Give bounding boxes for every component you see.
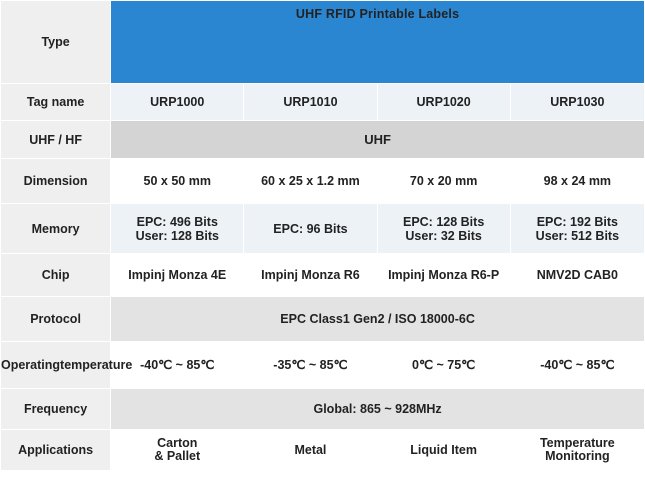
cell-chip-2: Impinj Monza R6	[244, 254, 377, 297]
row-label-tagname: Tag name	[1, 84, 111, 121]
cell-temp-4: -40℃ ~ 85℃	[510, 342, 644, 389]
table-row-protocol	[1, 297, 645, 342]
row-label-operating-temperature: Operatingtemperature	[1, 342, 111, 389]
cell-dimension-4: 98 x 24 mm	[510, 159, 644, 204]
cell-memory-1: EPC: 496 Bits User: 128 Bits	[111, 204, 244, 254]
cell-memory-2: EPC: 96 Bits	[244, 204, 377, 254]
cell-dimension-1: 50 x 50 mm	[111, 159, 244, 204]
table-row-applications	[1, 430, 645, 471]
row-label-dimension: Dimension	[1, 159, 111, 204]
cell-chip-3: Impinj Monza R6-P	[377, 254, 510, 297]
cell-application-2: Metal	[244, 430, 377, 471]
cell-chip-1: Impinj Monza 4E	[111, 254, 244, 297]
cell-tagname-3: URP1020	[377, 84, 510, 121]
cell-memory-3: EPC: 128 Bits User: 32 Bits	[377, 204, 510, 254]
cell-frequency-merged: Global: 865 ~ 928MHz	[111, 389, 645, 430]
cell-uhfhf-merged: UHF	[111, 121, 645, 159]
table-row-tagname	[1, 84, 645, 121]
cell-temp-1: -40℃ ~ 85℃	[111, 342, 244, 389]
row-label-protocol: Protocol	[1, 297, 111, 342]
row-label-chip: Chip	[1, 254, 111, 297]
banner-title	[111, 1, 645, 84]
table-row-chip	[1, 254, 645, 297]
table-row-memory	[1, 204, 645, 254]
type-header-label: Type	[1, 1, 111, 84]
cell-application-1: Carton & Pallet	[111, 430, 244, 471]
cell-memory-4: EPC: 192 Bits User: 512 Bits	[510, 204, 644, 254]
row-label-uhfhf: UHF / HF	[1, 121, 111, 159]
cell-dimension-3: 70 x 20 mm	[377, 159, 510, 204]
cell-application-4: Temperature Monitoring	[510, 430, 644, 471]
table-row-dimension	[1, 159, 645, 204]
cell-protocol-merged: EPC Class1 Gen2 / ISO 18000-6C	[111, 297, 645, 342]
cell-dimension-2: 60 x 25 x 1.2 mm	[244, 159, 377, 204]
cell-temp-2: -35℃ ~ 85℃	[244, 342, 377, 389]
cell-chip-4: NMV2D CAB0	[510, 254, 644, 297]
cell-application-3: Liquid Item	[377, 430, 510, 471]
table-header-row	[1, 1, 645, 84]
cell-temp-3: 0℃ ~ 75℃	[377, 342, 510, 389]
row-label-frequency: Frequency	[1, 389, 111, 430]
cell-tagname-1: URP1000	[111, 84, 244, 121]
banner-title-text: UHF RFID Printable Labels	[295, 7, 460, 21]
row-label-memory: Memory	[1, 204, 111, 254]
table-row-frequency	[1, 389, 645, 430]
table-row-uhfhf	[1, 121, 645, 159]
table-row-operating-temperature	[1, 342, 645, 389]
cell-tagname-2: URP1010	[244, 84, 377, 121]
row-label-applications: Applications	[1, 430, 111, 471]
cell-tagname-4: URP1030	[510, 84, 644, 121]
